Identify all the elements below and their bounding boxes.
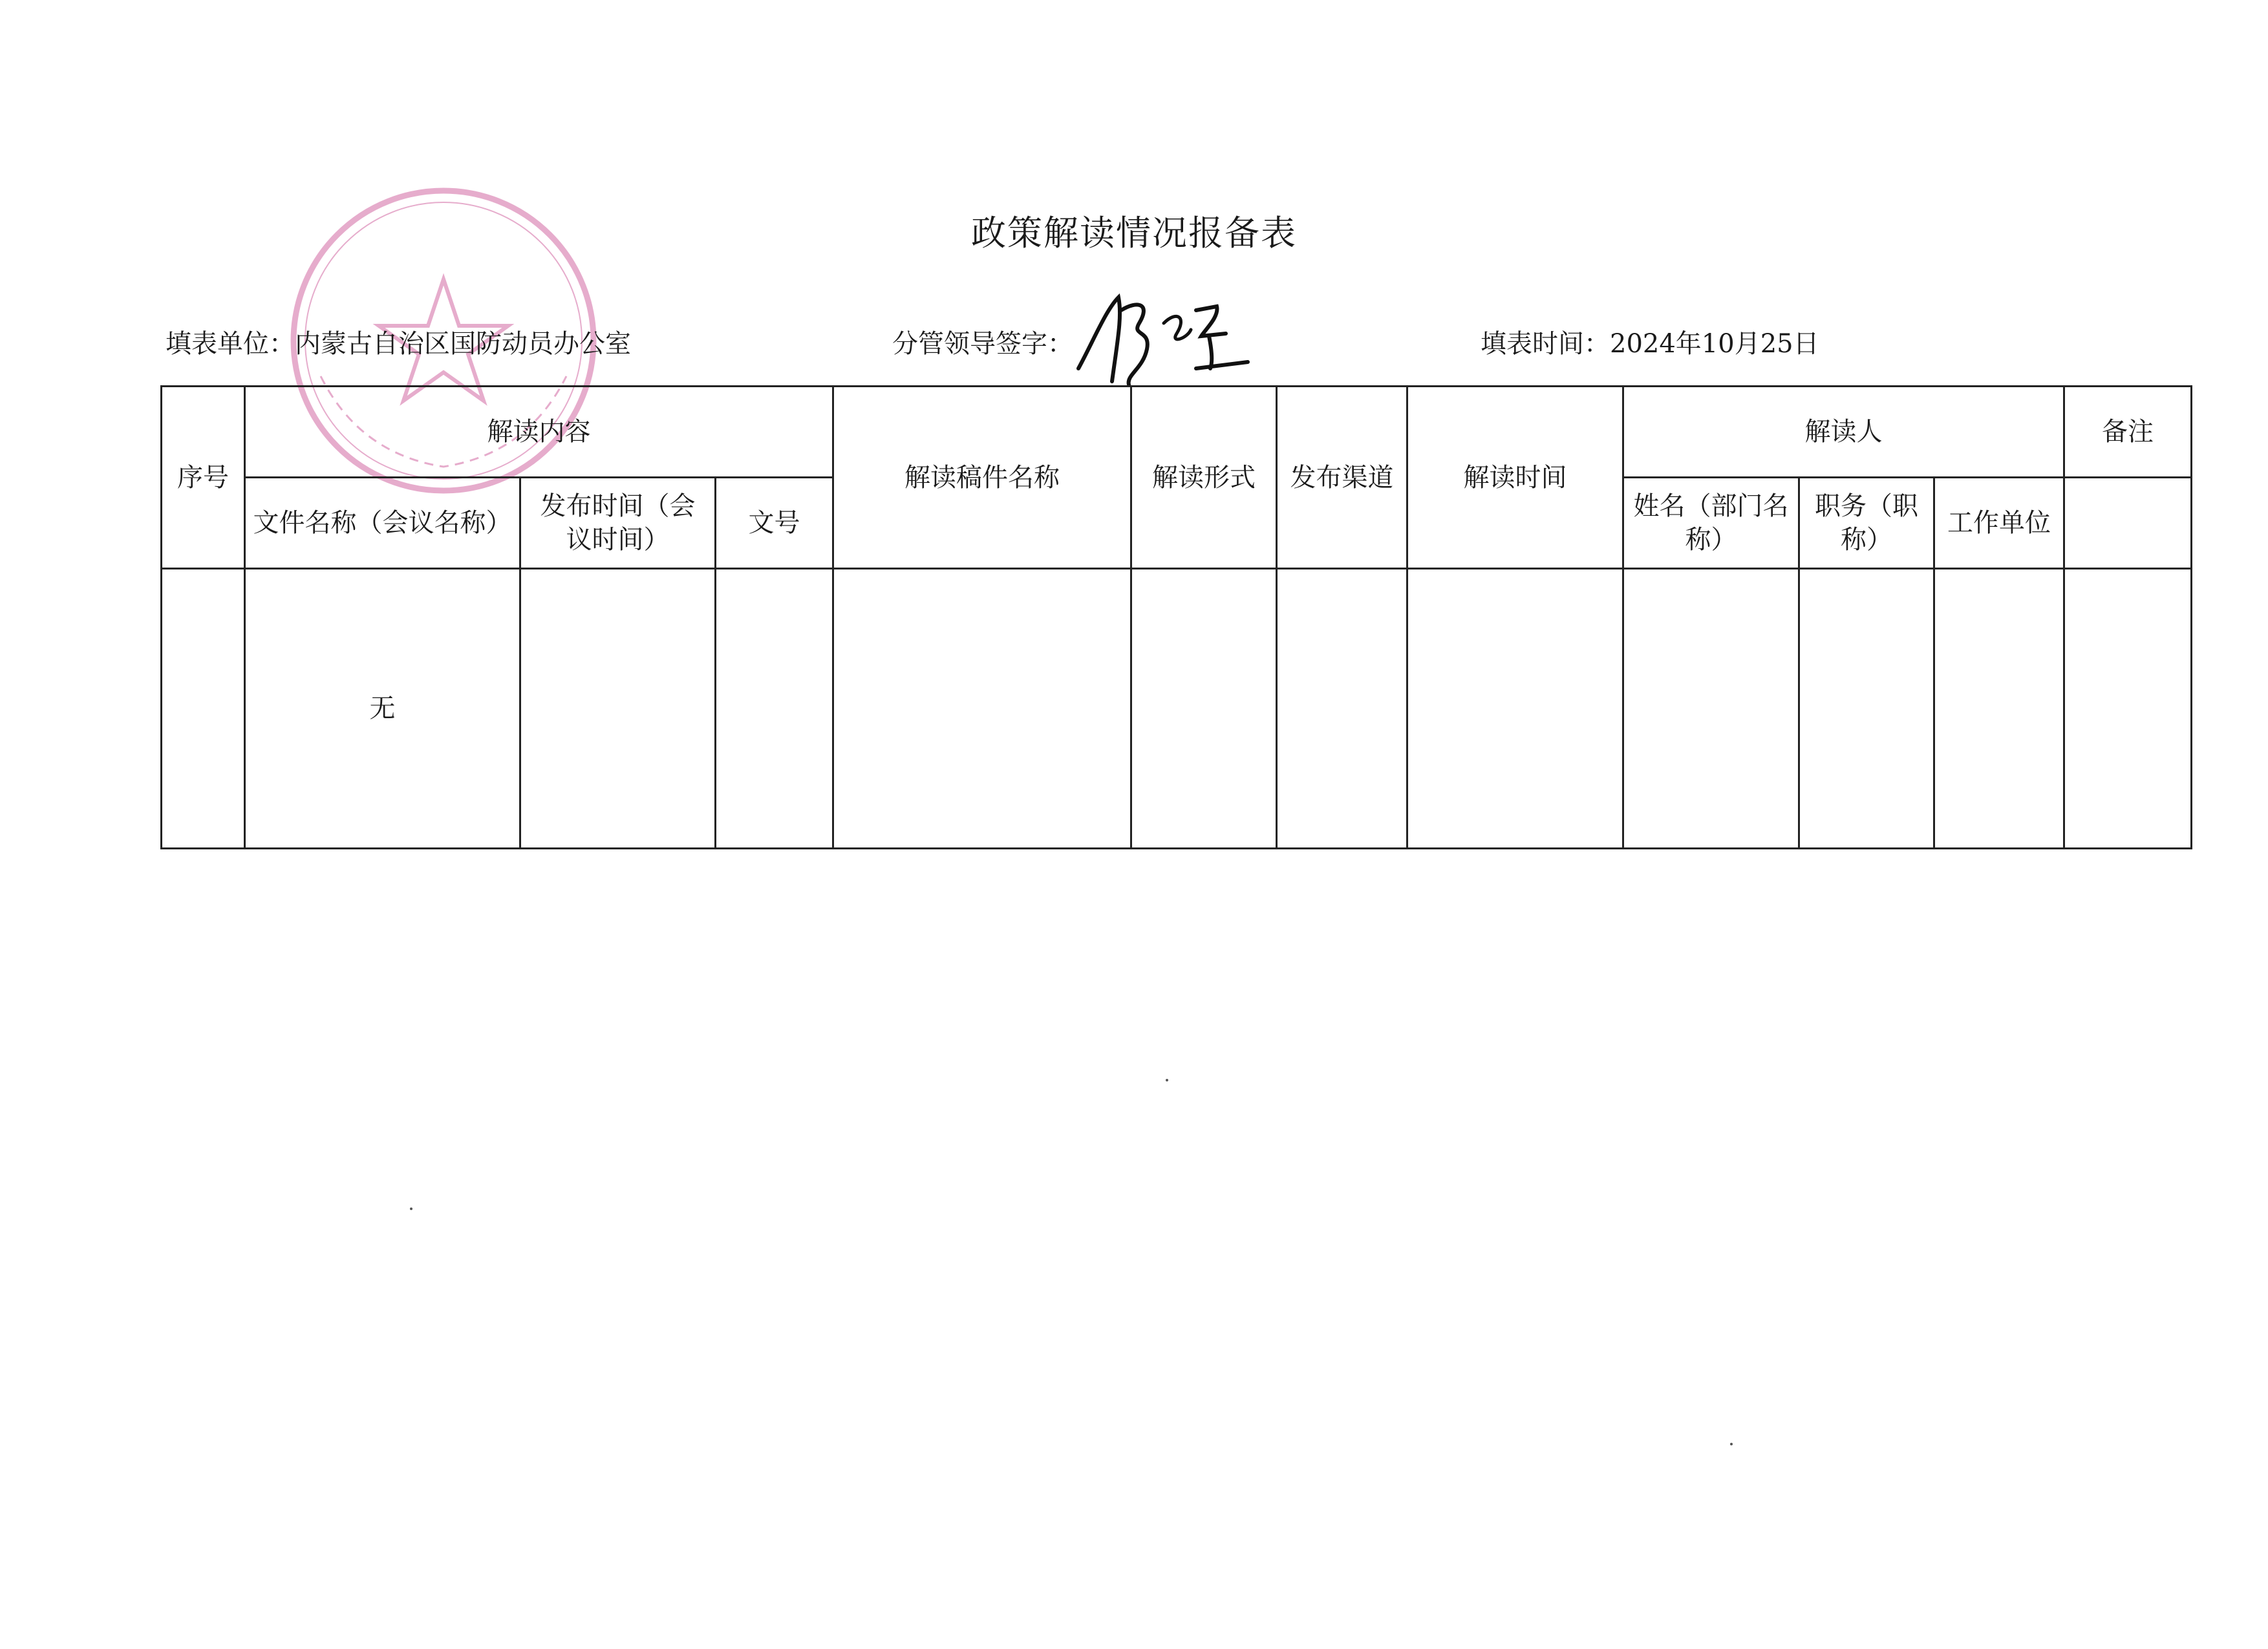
header-remark-sub: [2064, 478, 2192, 569]
header-row-1: [162, 387, 2192, 478]
document-title: 政策解读情况报备表: [971, 213, 1297, 253]
cell-form: [1131, 569, 1277, 849]
scan-speck: [1166, 1079, 1168, 1081]
cell-seq: [162, 569, 245, 849]
header-position: 职务（职称）: [1799, 478, 1934, 569]
handwritten-signature: [1067, 271, 1261, 394]
header-channel: 发布渠道: [1277, 387, 1407, 569]
cell-position: [1799, 569, 1934, 849]
fill-date-label: 填表时间：2024年10月25日: [1481, 329, 1819, 359]
cell-doc-name: 无: [245, 569, 520, 849]
report-table: [160, 385, 2192, 849]
header-doc-name: 文件名称（会议名称）: [245, 478, 520, 569]
header-work-unit: 工作单位: [1934, 478, 2064, 569]
header-form: 解读形式: [1131, 387, 1277, 569]
header-time: 解读时间: [1407, 387, 1623, 569]
header-doc-no: 文号: [716, 478, 833, 569]
header-draft-name: 解读稿件名称: [833, 387, 1131, 569]
header-content-group: 解读内容: [245, 387, 833, 478]
header-seq: 序号: [162, 387, 245, 569]
cell-doc-no: [716, 569, 833, 849]
scan-speck: [410, 1207, 412, 1210]
header-remark: 备注: [2064, 387, 2192, 478]
cell-remark: [2064, 569, 2192, 849]
cell-time: [1407, 569, 1623, 849]
cell-name: [1623, 569, 1799, 849]
fill-unit-label: 填表单位：内蒙古自治区国防动员办公室: [166, 329, 631, 359]
leader-signature-label: 分管领导签字：: [892, 329, 1073, 359]
cell-draft-name: [833, 569, 1131, 849]
header-name: 姓名（部门名称）: [1623, 478, 1799, 569]
cell-work-unit: [1934, 569, 2064, 849]
scan-speck: [1730, 1443, 1733, 1445]
cell-pub-time: [520, 569, 716, 849]
header-person-group: 解读人: [1623, 387, 2064, 478]
cell-channel: [1277, 569, 1407, 849]
table-row: [162, 569, 2192, 849]
header-pub-time: 发布时间（会议时间）: [520, 478, 716, 569]
